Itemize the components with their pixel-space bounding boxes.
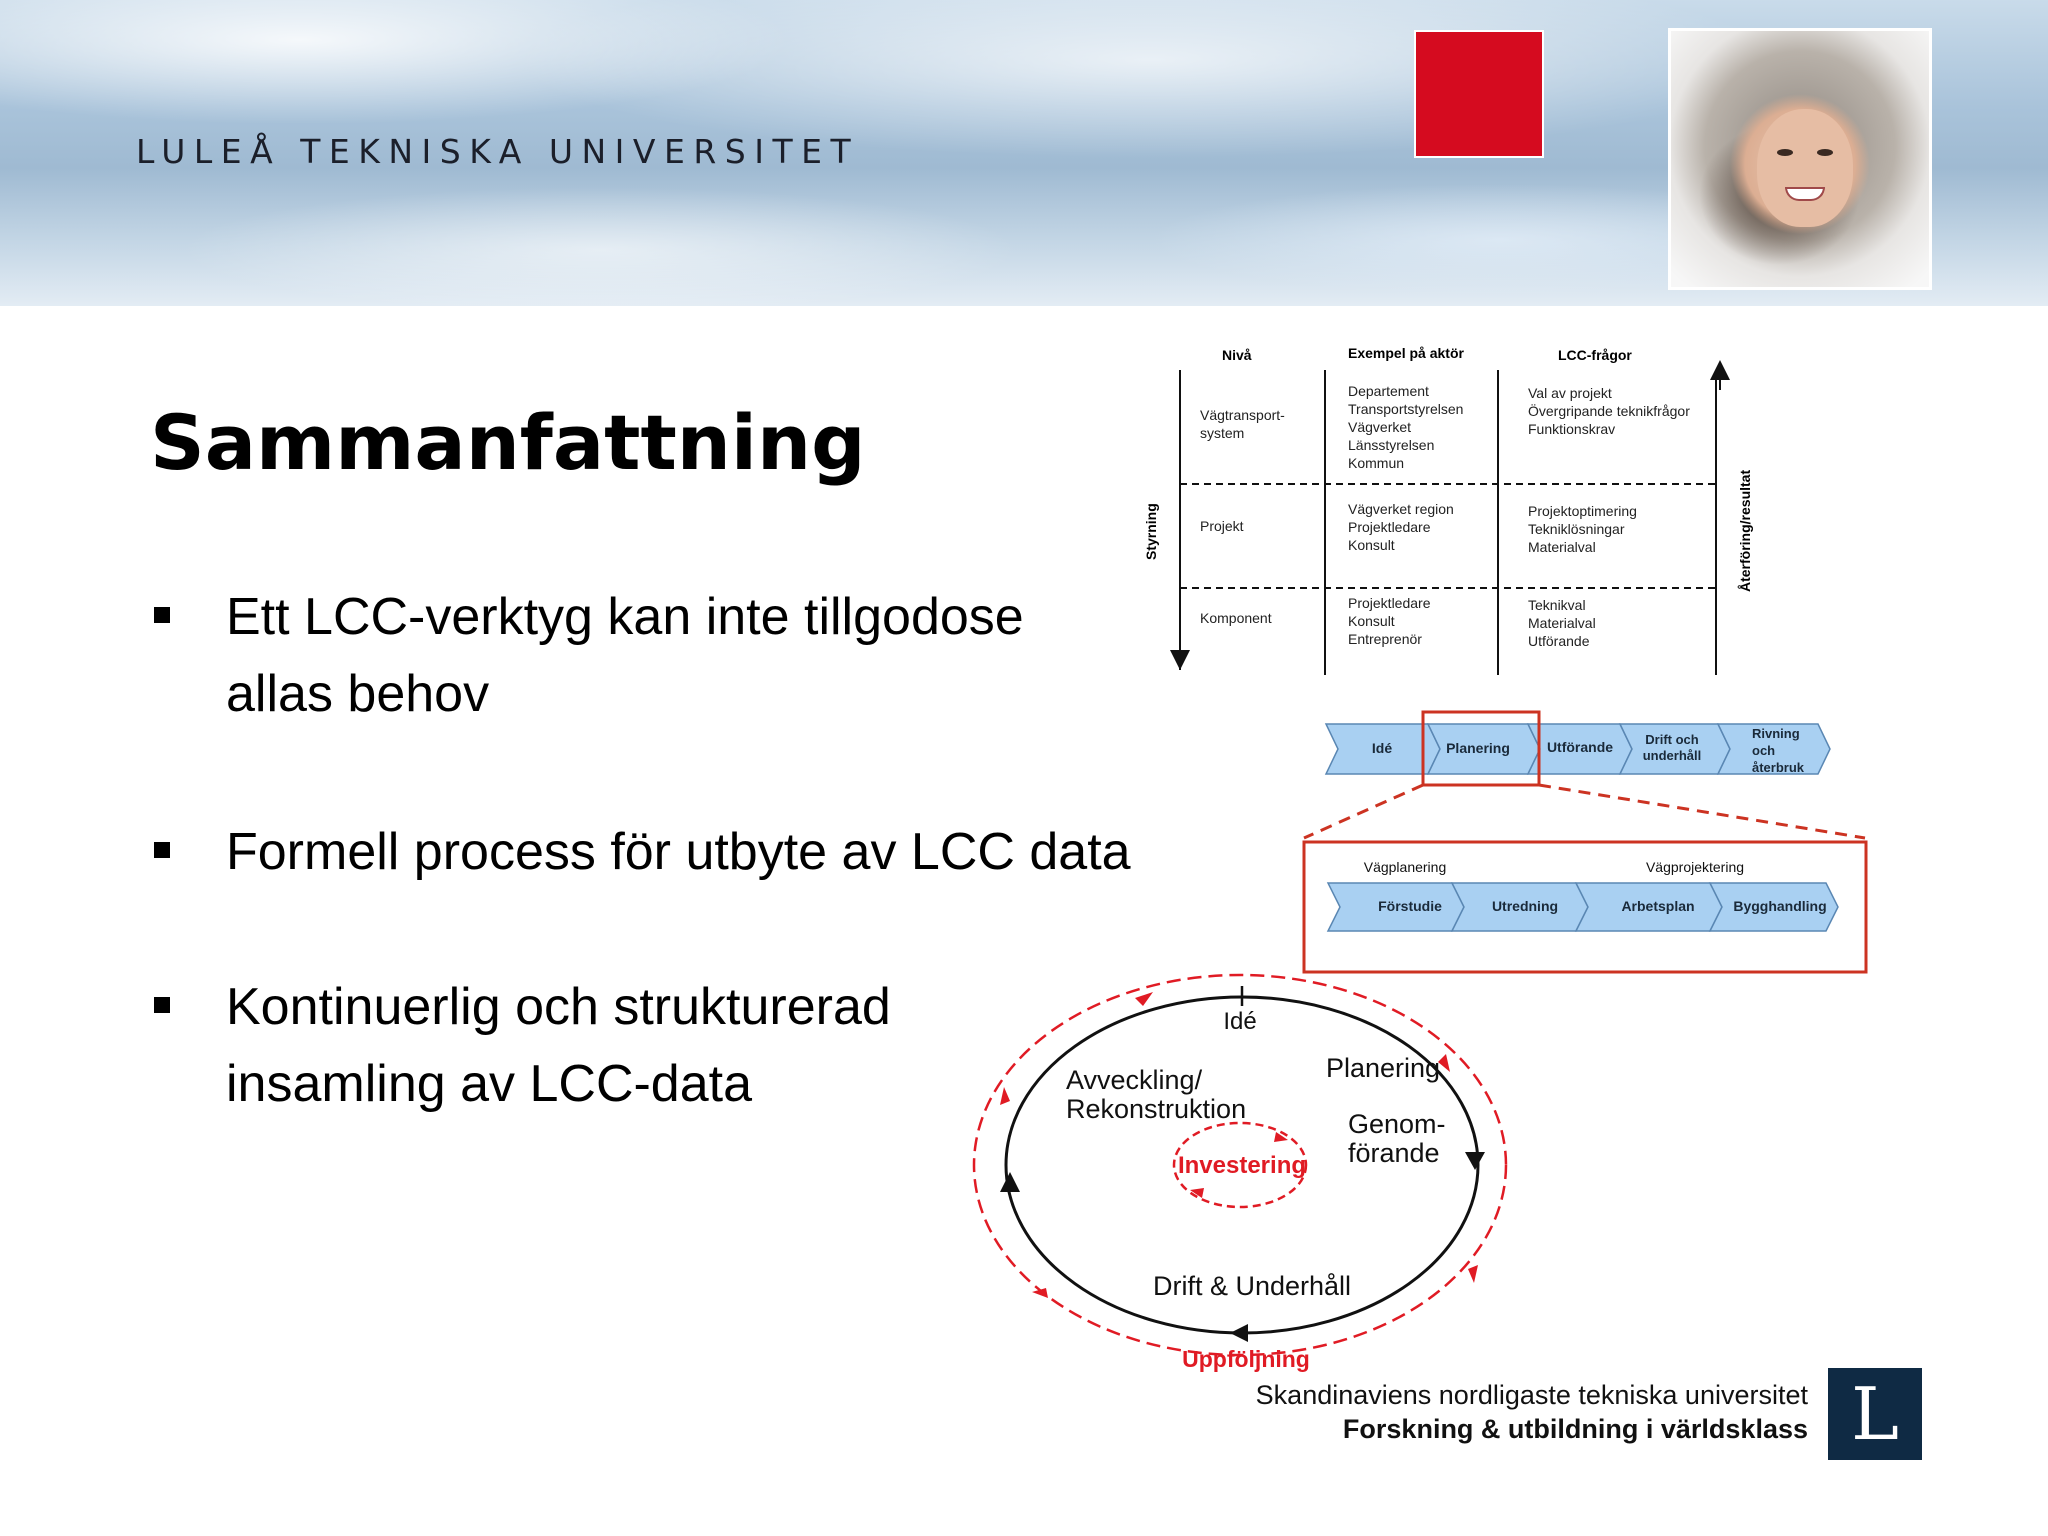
matrix-cell: Tekniklösningar — [1528, 521, 1625, 537]
matrix-header: LCC-frågor — [1558, 347, 1632, 363]
process-stage-label: Planering — [1446, 740, 1510, 756]
matrix-header: Exempel på aktör — [1348, 345, 1464, 361]
cycle-label-ide: Idé — [1223, 1008, 1257, 1035]
sub-stage-label: Arbetsplan — [1621, 898, 1695, 914]
matrix-cell: Konsult — [1348, 613, 1395, 629]
footer-claim: Forskning & utbildning i världsklass — [1342, 1414, 1808, 1444]
cycle-label-planning: Planering — [1326, 1053, 1441, 1083]
matrix-cell: Transportstyrelsen — [1348, 401, 1464, 417]
matrix-cell: Projektledare — [1348, 595, 1431, 611]
zoom-connector — [1539, 785, 1865, 838]
cycle-label-execution: förande — [1348, 1138, 1440, 1168]
bullet-marker — [154, 607, 170, 623]
photo-face — [1757, 109, 1853, 227]
bullet-text — [226, 579, 1024, 733]
matrix-cell: Länsstyrelsen — [1348, 437, 1435, 453]
right-axis-label: Återföring/resultat — [1737, 469, 1753, 592]
photo-smile — [1785, 187, 1825, 201]
process-stage-label: återbruk — [1752, 760, 1805, 775]
process-stage-label: Drift och — [1645, 732, 1699, 747]
matrix-cell: Utförande — [1528, 633, 1590, 649]
brand-red-square — [1414, 30, 1544, 158]
university-logo — [1828, 1368, 1922, 1460]
matrix-cell: Övergripande teknikfrågor — [1528, 403, 1690, 419]
matrix-cell: Materialval — [1528, 539, 1596, 555]
bullet-line: Ett LCC-verktyg kan inte tillgodose — [226, 588, 1024, 646]
ring-arrow-icon — [1000, 1087, 1010, 1105]
cycle-label-operation: Drift & Underhåll — [1152, 1271, 1352, 1301]
lifecycle-diagram — [960, 980, 1520, 1380]
cycle-label-execution: Genom- — [1348, 1109, 1446, 1139]
process-stage-label: Idé — [1371, 740, 1393, 756]
matrix-cell: Komponent — [1200, 610, 1272, 626]
cycle-label-followup: Uppföljning — [1182, 1346, 1310, 1372]
process-diagram — [1290, 700, 1890, 980]
process-stage-label: och — [1752, 743, 1776, 758]
bullet-marker — [154, 842, 170, 858]
cycle-arrow-icon — [1000, 1172, 1020, 1192]
cycle-label-decommission: Avveckling/ — [1066, 1065, 1203, 1095]
cycle-label-decommission: Rekonstruktion — [1066, 1094, 1247, 1124]
matrix-cell: Entreprenör — [1348, 631, 1422, 647]
matrix-cell: Kommun — [1348, 455, 1405, 471]
matrix-cell: Projekt — [1200, 518, 1244, 534]
left-axis-label: Styrning — [1143, 503, 1159, 560]
process-stage-label: Rivning — [1752, 726, 1800, 741]
phase-label: Vägprojektering — [1645, 859, 1745, 875]
bullet-text — [226, 969, 891, 1123]
header-banner — [0, 0, 2048, 306]
cycle-arrow-icon — [1230, 1324, 1248, 1342]
bullet-text — [226, 814, 1131, 891]
photo-eye-right — [1817, 149, 1833, 156]
sub-stage-label: Utredning — [1491, 898, 1559, 914]
matrix-cell: Vägverket region — [1348, 501, 1454, 517]
matrix-cell: Vägtransport- — [1200, 407, 1285, 423]
ring-arrow-icon — [1135, 992, 1153, 1006]
matrix-cell: Val av projekt — [1528, 385, 1612, 401]
process-stage-label: underhåll — [1642, 748, 1702, 763]
university-name: LULEÅ TEKNISKA UNIVERSITET — [136, 132, 860, 171]
footer-tagline: Skandinaviens nordligaste tekniska universitet — [1255, 1380, 1808, 1410]
process-stage-label: Utförande — [1546, 739, 1614, 755]
header-photo — [1668, 28, 1932, 290]
matrix-cell: system — [1200, 425, 1245, 441]
matrix-cell: Vägverket — [1348, 419, 1412, 435]
matrix-header: Nivå — [1222, 347, 1252, 363]
matrix-cell: Projektoptimering — [1528, 503, 1637, 519]
bullet-marker — [154, 997, 170, 1013]
sub-stage-label: Bygghandling — [1733, 898, 1827, 914]
zoom-connector — [1304, 785, 1423, 838]
cycle-label-investment: Investering — [1177, 1152, 1307, 1179]
sub-stage-label: Förstudie — [1378, 898, 1442, 914]
matrix-cell: Departement — [1348, 383, 1429, 399]
bullet-line: Formell process för utbyte av LCC data — [226, 823, 1131, 881]
matrix-cell: Konsult — [1348, 537, 1395, 553]
bullet-line: allas behov — [226, 665, 490, 723]
phase-label: Vägplanering — [1363, 859, 1447, 875]
bullet-line: insamling av LCC-data — [226, 1055, 753, 1113]
matrix-cell: Teknikval — [1528, 597, 1586, 613]
actor-matrix-diagram — [1130, 330, 1753, 680]
slide-title: Sammanfattning — [150, 398, 866, 487]
photo-eye-left — [1777, 149, 1793, 156]
logo-letter: L — [1851, 1372, 1899, 1456]
matrix-cell: Materialval — [1528, 615, 1596, 631]
ring-arrow-icon — [1468, 1265, 1478, 1283]
bullet-line: Kontinuerlig och strukturerad — [226, 978, 891, 1036]
matrix-cell: Funktionskrav — [1528, 421, 1616, 437]
cycle-arrow-icon — [1465, 1152, 1485, 1170]
matrix-cell: Projektledare — [1348, 519, 1431, 535]
